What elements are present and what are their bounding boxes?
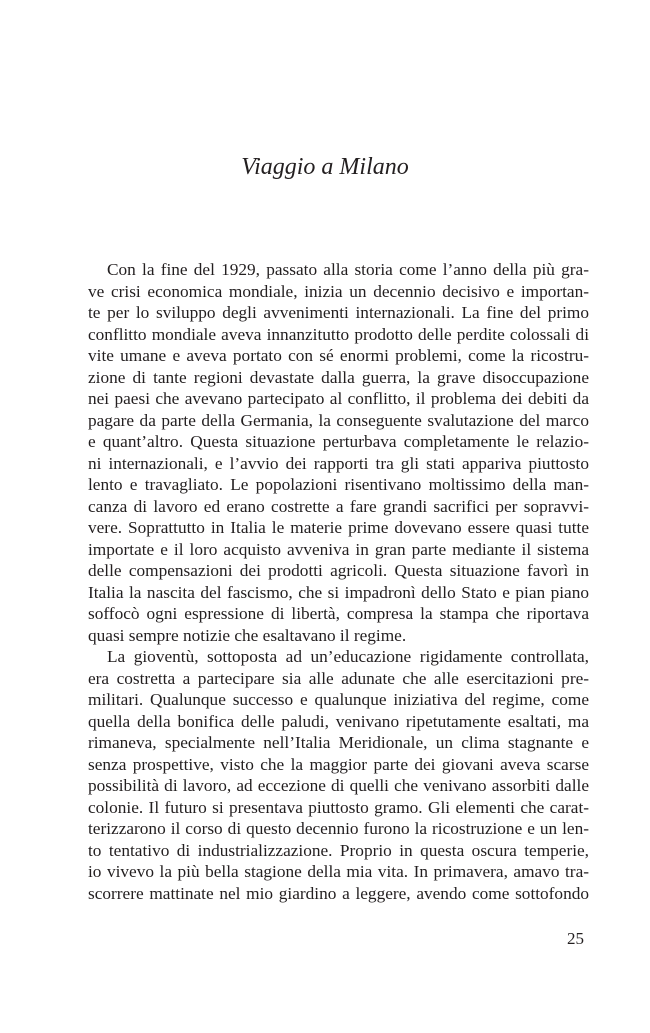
- text-line: pagare da parte della Germania, la conseguente svalutazione del marco: [88, 410, 589, 430]
- text-line: canza di lavoro ed erano costrette a fare grandi sacrifici per sopravvi-: [88, 496, 589, 516]
- page-number: 25: [567, 929, 584, 948]
- text-line: ve crisi economica mondiale, inizia un decennio decisivo e importan-: [88, 281, 589, 301]
- text-line: io vivevo la più bella stagione della mia vita. In primavera, amavo tra-: [88, 862, 589, 882]
- text-line: te per lo sviluppo degli avvenimenti internazionali. La fine del primo: [88, 303, 589, 323]
- text-line: militari. Qualunque successo e qualunque iniziativa del regime, come: [88, 690, 589, 710]
- text-line: Italia la nascita del fascismo, che si impadronì dello Stato e pian piano: [88, 582, 589, 602]
- text-line: vere. Soprattutto in Italia le materie prime dovevano essere quasi tutte: [88, 518, 589, 538]
- text-line: senza prospettive, visto che la maggior parte dei giovani aveva scarse: [88, 754, 589, 774]
- chapter-title: Viaggio a Milano: [241, 154, 409, 180]
- text-line: soffocò ogni espressione di libertà, compresa la stampa che riportava: [88, 604, 589, 624]
- text-line: e quant’altro. Questa situazione perturbava completamente le relazio-: [88, 432, 589, 452]
- body-text: [88, 259, 589, 904]
- text-line: scorrere mattinate nel mio giardino a leggere, avendo come sottofondo: [88, 883, 589, 903]
- text-line: La gioventù, sottoposta ad un’educazione rigidamente controllata,: [107, 647, 589, 667]
- text-line: possibilità di lavoro, ad eccezione di quelli che venivano assorbiti dalle: [88, 776, 589, 796]
- text-line: lento e travagliato. Le popolazioni risentivano moltissimo della man-: [88, 475, 589, 495]
- text-line: zione di tante regioni devastate dalla guerra, la grave disoccupazione: [88, 367, 589, 387]
- text-line: era costretta a partecipare sia alle adunate che alle esercitazioni pre-: [88, 668, 589, 688]
- text-line: ni internazionali, e l’avvio dei rapporti tra gli stati appariva piuttosto: [88, 453, 589, 473]
- text-line: nei paesi che avevano partecipato al conflitto, il problema dei debiti da: [88, 389, 589, 409]
- text-line: Con la fine del 1929, passato alla storia come l’anno della più gra-: [107, 260, 589, 279]
- text-line: conflitto mondiale aveva innanzitutto prodotto delle perdite colossali di: [88, 324, 589, 344]
- text-line: vite umane e aveva portato con sé enormi problemi, come la ricostru-: [88, 346, 589, 366]
- text-line: to tentativo di industrializzazione. Proprio in questa oscura temperie,: [88, 840, 589, 860]
- text-line: terizzarono il corso di questo decennio furono la ricostruzione e un len-: [88, 819, 589, 839]
- text-line: colonie. Il futuro si presentava piuttosto gramo. Gli elementi che carat-: [88, 797, 589, 817]
- text-line: delle compensazioni dei prodotti agricoli. Questa situazione favorì in: [88, 561, 589, 581]
- text-line: importate e il loro acquisto avveniva in gran parte mediante il sistema: [88, 539, 589, 559]
- text-line: rimaneva, specialmente nell’Italia Meridionale, un clima stagnante e: [88, 733, 589, 753]
- text-line: quasi sempre notizie che esaltavano il regime.: [88, 625, 407, 645]
- text-line: quella della bonifica delle paludi, venivano ripetutamente esaltati, ma: [88, 711, 589, 731]
